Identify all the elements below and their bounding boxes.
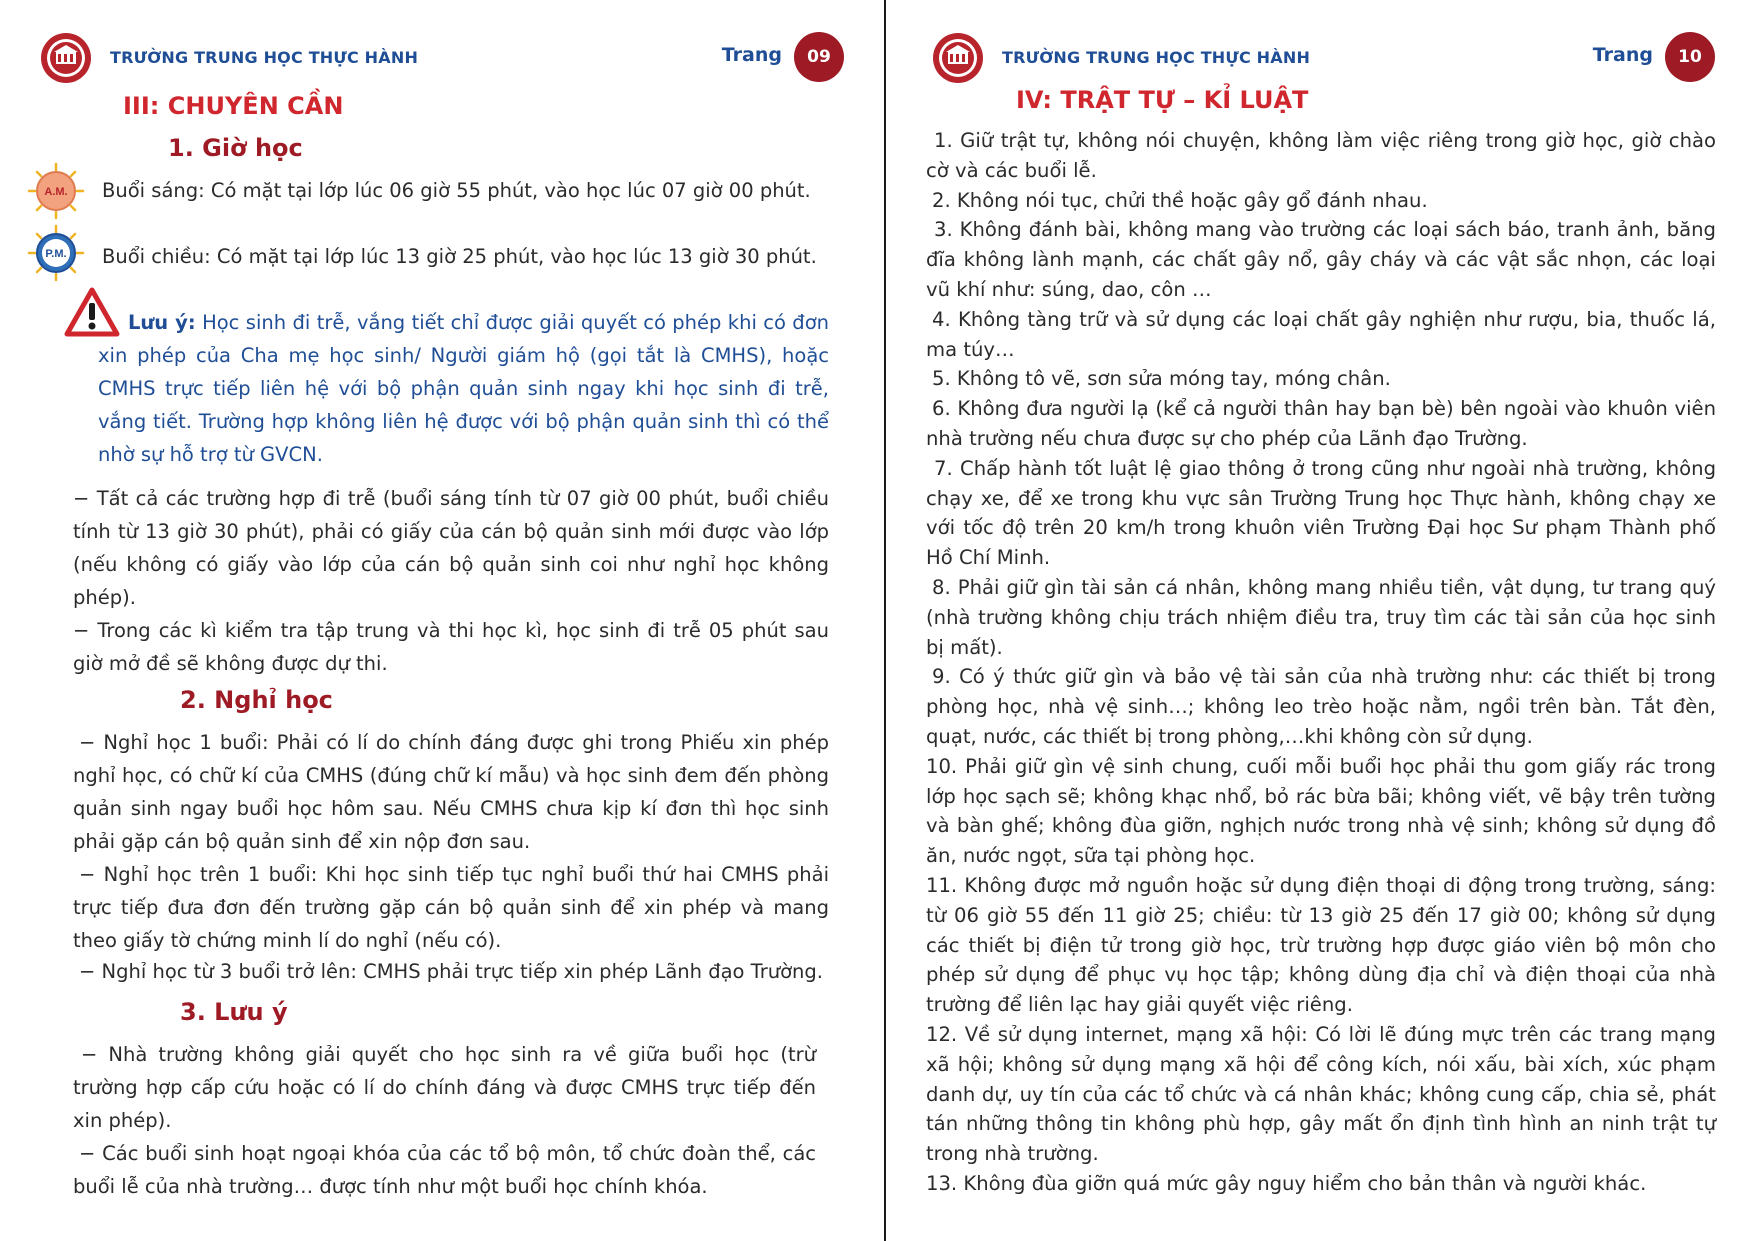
rule-item: 9. Có ý thức giữ gìn và bảo vệ tài sản của nhà trường như: các thiết bị trong phòng học, nhà vệ sinh…; không leo trèo hoặc nằm, ngồi trên bàn. Tắt đèn, quạt, nước, các thiết bị trong phòng,…khi không còn sử dụng. [926, 665, 1716, 748]
rule-item: 8. Phải giữ gìn tài sản cá nhân, không mang nhiều tiền, vật dụng, tư trang quý (nhà trường không chịu trách nhiệm điều tra, truy tìm các tài sản của học sinh bị mất). [926, 575, 1716, 659]
rule-item: 11. Không được mở nguồn hoặc sử dụng điện thoại di động trong trường, sáng: từ 06 giờ 55 đến 11 giờ 25; chiều: từ 13 giờ 25 đến 17 giờ 00; không sử dụng các thiết bị điện tử trong giờ học, trừ trường hợp được giáo viên bộ môn cho phép sử dụng để phục vụ học tập; không dùng địa chỉ và điện thoại của nhà trường để liên lạc hay giải quyết việc riêng. [926, 873, 1716, 1017]
school-seal-icon [40, 32, 92, 84]
pm-schedule: Buổi chiều: Có mặt tại lớp lúc 13 giờ 25 phút, vào học lúc 13 giờ 30 phút. [102, 245, 817, 268]
late-rule-1: − Tất cả các trường hợp đi trễ (buổi sáng tính từ 07 giờ 00 phút, buổi chiều tính từ 13 giờ 30 phút), phải có giấy của cán bộ quản sinh mới được vào lớp (nếu không có giấy vào lớp của cán bộ quản sinh coi như nghỉ học không phép). [73, 487, 829, 609]
rule-item: 7. Chấp hành tốt luật lệ giao thông ở trong cũng như ngoài nhà trường, không chạy xe, để xe trong khu vực sân Trường Trung học Thực hành, không chạy xe với tốc độ trên 20 km/h trong khuôn viên Trường Đại học Sư phạm Thành phố Hồ Chí Minh. [926, 456, 1716, 570]
page-label: Trang [721, 44, 782, 66]
subsection-title-nghi-hoc: 2. Nghỉ học [180, 686, 333, 714]
note-text: Học sinh đi trễ, vắng tiết chỉ được giải quyết có phép khi có đơn xin phép của Cha mẹ học sinh/ Người giám hộ (gọi tắt là CMHS), hoặc CMHS trực tiếp liên hệ với bộ phận quản sinh ngay khi học sinh đi trễ, vắng tiết. Trường hợp không liên hệ được với bộ phận quản sinh thì có thể nhờ sự hỗ trợ từ GVCN. [98, 311, 829, 466]
school-name: TRƯỜNG TRUNG HỌC THỰC HÀNH [1002, 48, 1311, 67]
am-schedule: Buổi sáng: Có mặt tại lớp lúc 06 giờ 55 phút, vào học lúc 07 giờ 00 phút. [102, 179, 811, 202]
section-title: III: CHUYÊN CẦN [123, 92, 344, 120]
rule-item: 5. Không tô vẽ, sơn sửa móng tay, móng chân. [932, 367, 1391, 391]
school-name: TRƯỜNG TRUNG HỌC THỰC HÀNH [110, 48, 419, 67]
note-label: Lưu ý: [128, 311, 196, 334]
school-seal-icon [932, 32, 984, 84]
rule-item: 6. Không đưa người lạ (kể cả người thân hay bạn bè) bên ngoài vào khuôn viên nhà trường nếu chưa được sự cho phép của Lãnh đạo Trường. [926, 397, 1716, 450]
pm-label: P.M. [45, 248, 67, 260]
absence-rule-1: − Nghỉ học 1 buổi: Phải có lí do chính đáng được ghi trong Phiếu xin phép nghỉ học, có chữ kí của CMHS (đúng chữ kí mẫu) và học sinh đem đến phòng quản sinh ngay buổi học hôm sau. Nếu CMHS chưa kịp kí đơn thì học sinh phải gặp cán bộ quản sinh để xin nộp đơn sau. [73, 731, 829, 853]
rules-list [926, 126, 1716, 1199]
rule-item: 2. Không nói tục, chửi thề hoặc gây gổ đánh nhau. [932, 188, 1428, 212]
subsection-title-gio-hoc: 1. Giờ học [168, 134, 303, 162]
absence-rule-2: − Nghỉ học trên 1 buổi: Khi học sinh tiếp tục nghỉ buổi thứ hai CMHS phải trực tiếp đưa đơn đến trường gặp cán bộ quản sinh để xin phép và mang theo giấy tờ chứng minh lí do nghỉ (nếu có). [73, 863, 829, 952]
attendance-note [98, 306, 829, 471]
right-page [886, 0, 1755, 1241]
notice-rule-1: − Nhà trường không giải quyết cho học sinh ra về giữa buổi học (trừ trường hợp cấp cứu hoặc có lí do chính đáng và được CMHS trực tiếp đến xin phép). [73, 1043, 816, 1132]
page-label: Trang [1592, 44, 1653, 66]
rule-item: 12. Về sử dụng internet, mạng xã hội: Có lời lẽ đúng mực trên các trang mạng xã hội; không sử dụng mạng xã hội để công kích, nói xấu, bài xích, xúc phạm danh dự, uy tín của các tổ chức và cá nhân khác; không cung cấp, chia sẻ, phát tán những thông tin không phù hợp, gây mất ổn định tình hình an ninh trật tự trong nhà trường. [926, 1022, 1716, 1166]
notice-rule-2: − Các buổi sinh hoạt ngoại khóa của các tổ bộ môn, tổ chức đoàn thể, các buổi lễ của nhà trường… được tính như một buổi học chính khóa. [73, 1142, 816, 1198]
rule-item: 3. Không đánh bài, không mang vào trường các loại sách báo, tranh ảnh, băng đĩa không lành mạnh, các chất gây nổ, gây cháy và các vật sắc nhọn, các loại vũ khí như: súng, dao, côn … [926, 218, 1716, 301]
sun-pm-icon [27, 224, 85, 282]
late-rule-2: − Trong các kì kiểm tra tập trung và thi học kì, học sinh đi trễ 05 phút sau giờ mở đề sẽ không được dự thi. [73, 619, 829, 675]
right-page-header [932, 28, 1715, 84]
left-page-header [40, 28, 844, 84]
page-number-badge: 10 [1665, 32, 1715, 82]
rule-item: 1. Giữ trật tự, không nói chuyện, không làm việc riêng trong giờ học, giờ chào cờ và các buổi lễ. [926, 129, 1716, 182]
am-label: A.M. [44, 186, 68, 198]
page-number-badge: 09 [794, 32, 844, 82]
sun-am-icon [27, 162, 85, 220]
rule-item: 4. Không tàng trữ và sử dụng các loại chất gây nghiện như rượu, bia, thuốc lá, ma túy… [926, 307, 1716, 361]
section-title: IV: TRẬT TỰ – KỈ LUẬT [1016, 86, 1309, 114]
absence-rule-3: − Nghỉ học từ 3 buổi trở lên: CMHS phải trực tiếp xin phép Lãnh đạo Trường. [79, 960, 823, 983]
rule-item: 13. Không đùa giỡn quá mức gây nguy hiểm cho bản thân và người khác. [926, 1171, 1647, 1195]
subsection-title-luu-y: 3. Lưu ý [180, 998, 288, 1026]
rule-item: 10. Phải giữ gìn vệ sinh chung, cuối mỗi buổi học phải thu gom giấy rác trong lớp học sạch sẽ; không khạc nhổ, bỏ rác bừa bãi; không viết, vẽ bậy trên tường và bàn ghế; không đùa giỡn, nghịch nước trong nhà vệ sinh; không sử dụng đồ ăn, nước ngọt, sữa tại phòng học. [926, 754, 1716, 868]
